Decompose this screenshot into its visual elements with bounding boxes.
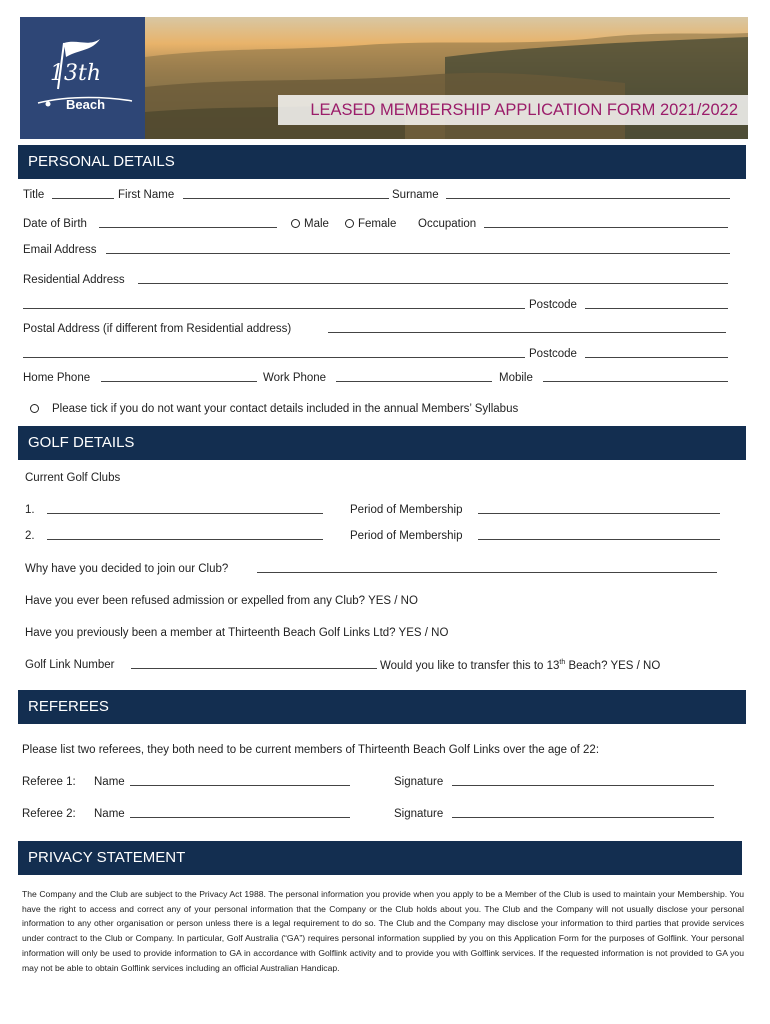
surname-label: Surname xyxy=(392,189,439,201)
home-phone-label: Home Phone xyxy=(23,372,91,384)
occupation-label: Occupation xyxy=(418,218,477,230)
club-2-field[interactable] xyxy=(47,530,323,540)
club-logo xyxy=(20,17,145,139)
title-field[interactable] xyxy=(52,189,114,199)
female-radio-icon[interactable] xyxy=(345,219,354,228)
club-1-number: 1. xyxy=(25,504,35,516)
referee-1-label: Referee 1: xyxy=(22,776,76,788)
residential-address-label: Residential Address xyxy=(23,274,125,286)
female-option[interactable]: Female xyxy=(345,218,396,230)
title-label: Title xyxy=(23,189,45,201)
golf-details-heading: GOLF DETAILS xyxy=(18,426,746,460)
referee-2-label: Referee 2: xyxy=(22,808,76,820)
residential-address-line2[interactable] xyxy=(23,299,525,309)
golf-link-label: Golf Link Number xyxy=(25,659,115,671)
referee-2-signature-field[interactable] xyxy=(452,808,714,818)
postal-address-label: Postal Address (if different from Residential address) xyxy=(23,323,292,335)
male-radio-icon[interactable] xyxy=(291,219,300,228)
dob-label: Date of Birth xyxy=(23,218,87,230)
work-phone-label: Work Phone xyxy=(263,372,327,384)
referee-2-signature-label: Signature xyxy=(394,808,444,820)
syllabus-label: Please tick if you do not want your contact details included in the annual Members’ Syllabus xyxy=(52,403,519,415)
referee-1-name-label: Name xyxy=(94,776,125,788)
referee-2-name-field[interactable] xyxy=(130,808,350,818)
home-phone-field[interactable] xyxy=(101,372,257,382)
logo-text-13th: 13th xyxy=(50,61,102,86)
privacy-statement-text: The Company and the Club are subject to the Privacy Act 1988. The personal information you provide when you apply to be a Member of the Club is used to maintain your Membership. You have the right to access and correct any of your personal information that the Company or the Club holds about you. The Club and the Company will not usually disclose your personal information to any other organisation or person unless there is a legal requirement to do so. The Club and the Company may disclose your information to third parties that provide services under contract to the Club or Company. In particular, Golf Australia (“GA”) requires personal information supplied by you on this Application Form for the purposes of Golflink. Your personal information will only be used to provide information to GA in accordance with Golflink activity and to provide you with Golflink services. If the requested information is not provided to GA you may not be able to obtain Golflink services including an official Australian Handicap. xyxy=(22,889,744,973)
referee-2-name-label: Name xyxy=(94,808,125,820)
club-1-period-label: Period of Membership xyxy=(350,504,463,516)
email-label: Email Address xyxy=(23,244,97,256)
club-2-period-label: Period of Membership xyxy=(350,530,463,542)
dob-field[interactable] xyxy=(99,218,277,228)
previous-member-question: Have you previously been a member at Thirteenth Beach Golf Links Ltd? YES / NO xyxy=(25,627,449,639)
occupation-field[interactable] xyxy=(484,218,728,228)
syllabus-checkbox-icon[interactable] xyxy=(30,404,39,413)
mobile-field[interactable] xyxy=(543,372,728,382)
why-join-label: Why have you decided to join our Club? xyxy=(25,563,229,575)
club-1-field[interactable] xyxy=(47,504,323,514)
postal-address-field[interactable] xyxy=(328,323,726,333)
referees-heading: REFEREES xyxy=(18,690,746,724)
surname-field[interactable] xyxy=(446,189,730,199)
postal-address-line2[interactable] xyxy=(23,348,525,358)
referee-1-name-field[interactable] xyxy=(130,776,350,786)
current-clubs-label: Current Golf Clubs xyxy=(25,472,121,484)
postal-postcode-field[interactable] xyxy=(585,348,728,358)
male-option[interactable]: Male xyxy=(291,218,329,230)
club-2-number: 2. xyxy=(25,530,35,542)
logo-text-beach: Beach xyxy=(66,97,106,112)
residential-address-field[interactable] xyxy=(138,274,728,284)
why-join-field[interactable] xyxy=(257,563,717,573)
personal-details-heading: PERSONAL DETAILS xyxy=(18,145,746,179)
residential-postcode-field[interactable] xyxy=(585,299,728,309)
residential-postcode-label: Postcode xyxy=(529,299,577,311)
mobile-label: Mobile xyxy=(499,372,533,384)
first-name-field[interactable] xyxy=(183,189,389,199)
referee-1-signature-label: Signature xyxy=(394,776,444,788)
referee-1-signature-field[interactable] xyxy=(452,776,714,786)
club-1-period-field[interactable] xyxy=(478,504,720,514)
email-field[interactable] xyxy=(106,244,730,254)
club-2-period-field[interactable] xyxy=(478,530,720,540)
postal-postcode-label: Postcode xyxy=(529,348,577,360)
work-phone-field[interactable] xyxy=(336,372,492,382)
first-name-label: First Name xyxy=(118,189,175,201)
golf-link-field[interactable] xyxy=(131,659,377,669)
form-header xyxy=(20,17,748,139)
form-title: LEASED MEMBERSHIP APPLICATION FORM 2021/2022 xyxy=(278,95,748,125)
transfer-question: Would you like to transfer this to 13th Beach? YES / NO xyxy=(380,659,661,672)
referees-intro: Please list two referees, they both need to be current members of Thirteenth Beach Golf Links over the age of 22: xyxy=(22,744,600,756)
privacy-heading: PRIVACY STATEMENT xyxy=(18,841,742,875)
refused-question: Have you ever been refused admission or expelled from any Club? YES / NO xyxy=(25,595,418,607)
